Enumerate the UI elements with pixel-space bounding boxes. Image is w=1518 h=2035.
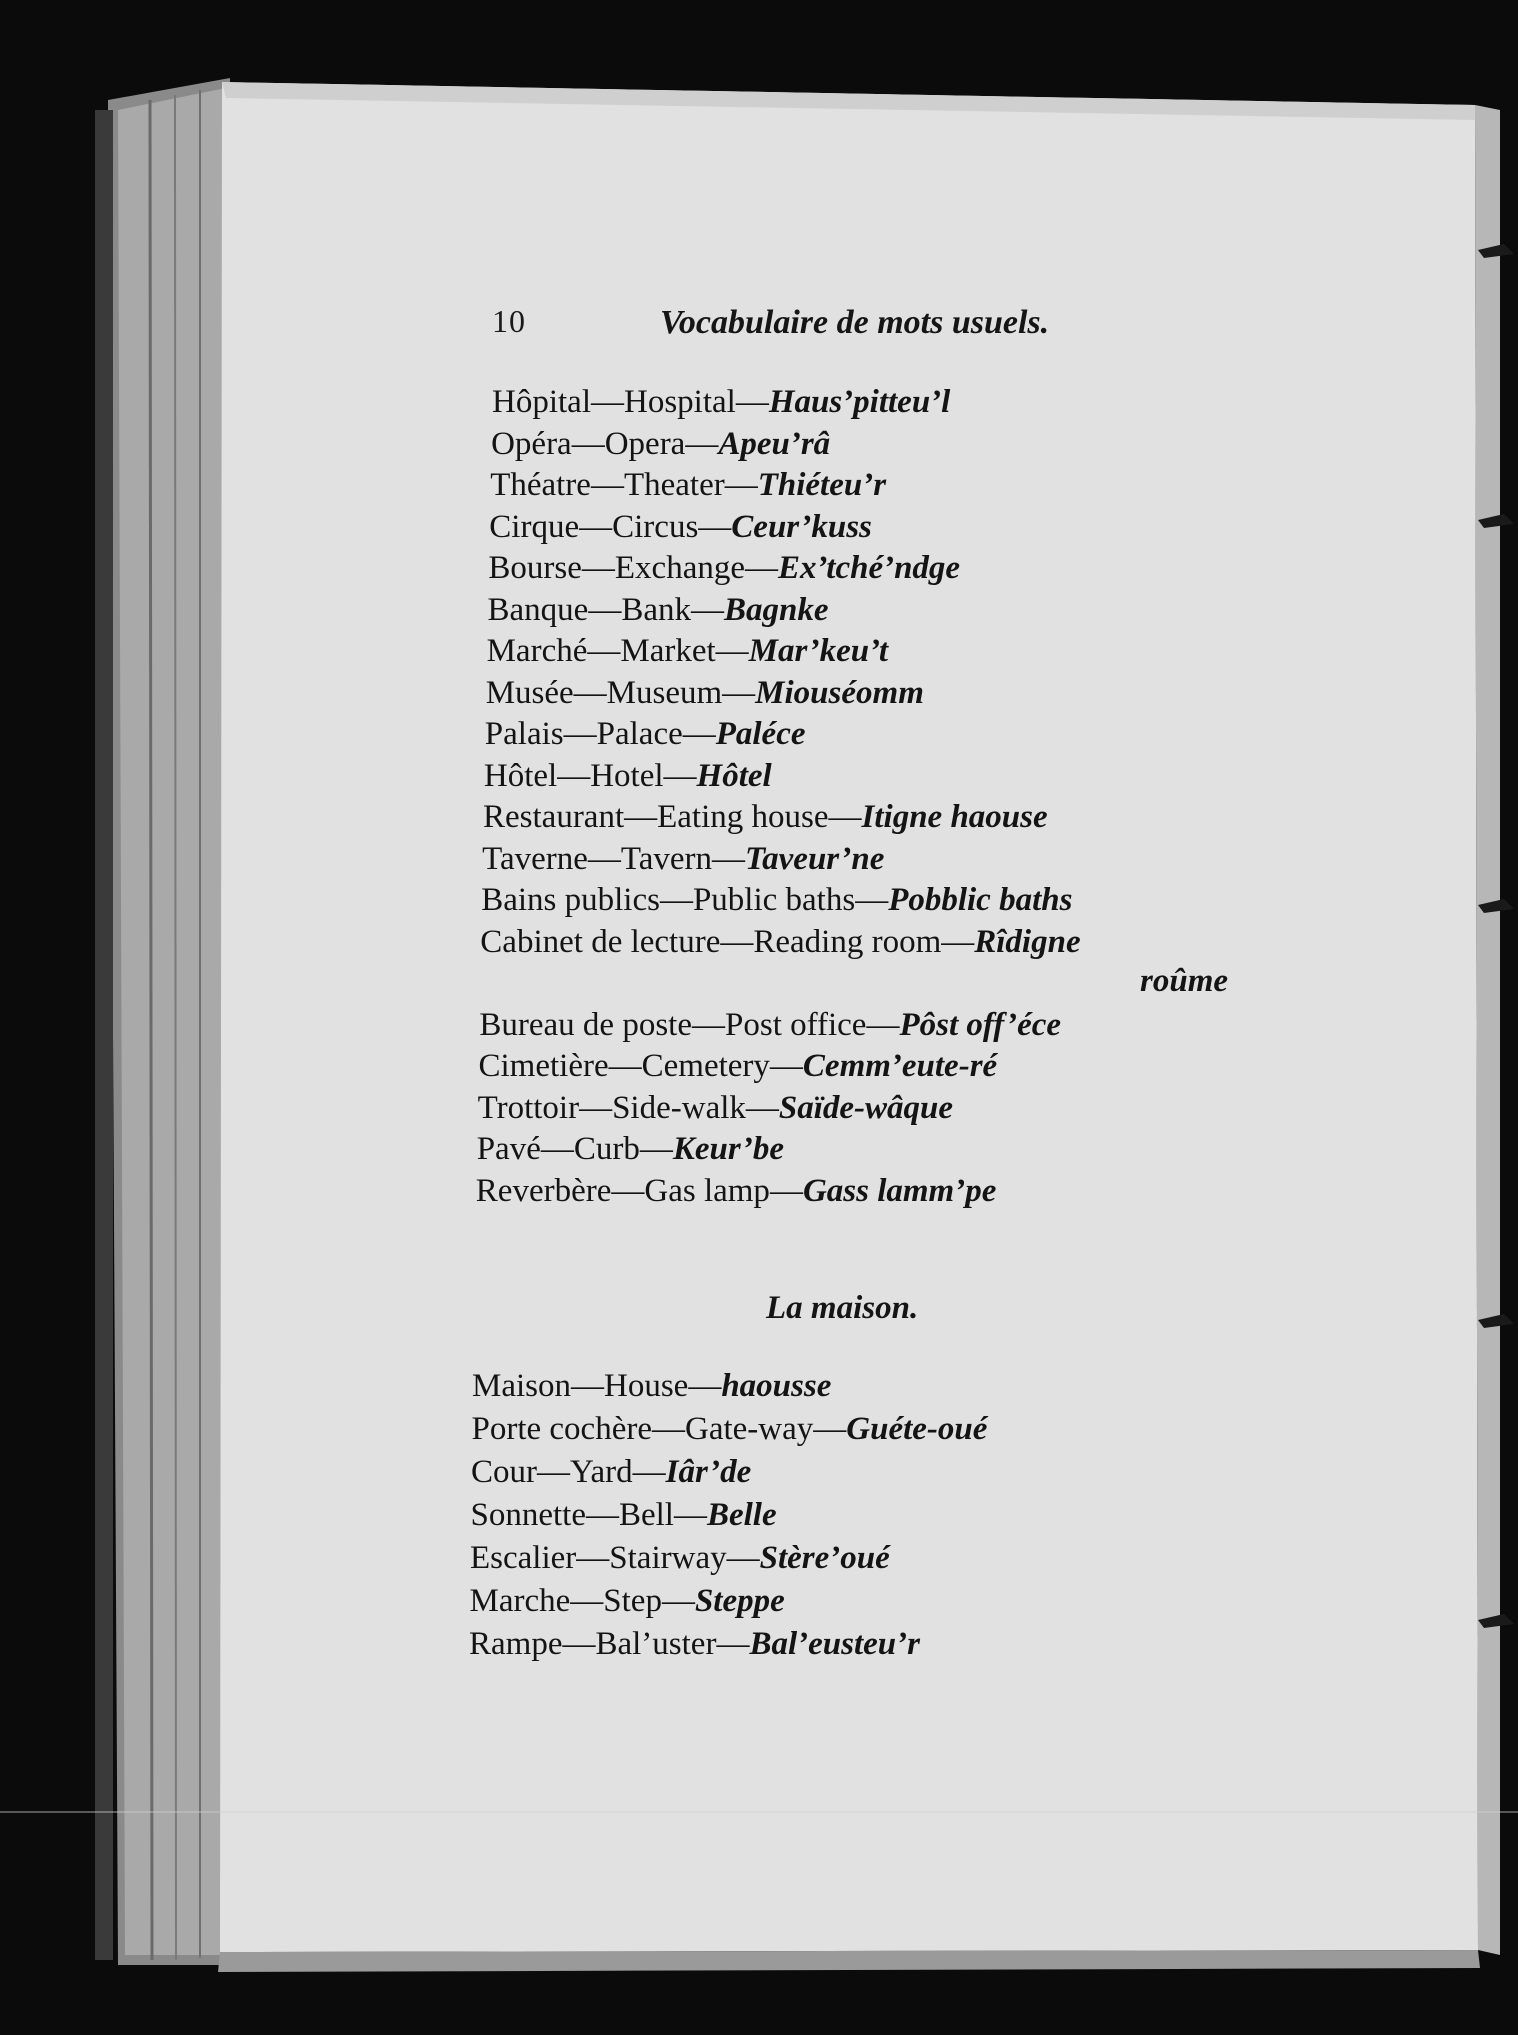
dash-separator: —: [682, 716, 716, 752]
english-word: Museum: [606, 674, 723, 711]
dash-separator: —: [581, 550, 615, 586]
french-word: Trottoir: [477, 1089, 580, 1126]
pronunciation: Mar’keu’t: [748, 633, 889, 669]
pronunciation: haousse: [721, 1368, 832, 1404]
english-word: Palace: [596, 716, 683, 752]
vocab-entry: [481, 880, 1072, 920]
dash-separator: —: [590, 384, 624, 420]
french-word: Cour: [471, 1454, 537, 1490]
dash-separator: —: [579, 1089, 613, 1126]
french-word: Bureau de poste: [479, 1006, 692, 1043]
vocab-entry: [469, 1624, 920, 1664]
french-word: Sonnette: [470, 1497, 586, 1533]
vocab-entry: [472, 1366, 831, 1406]
pronunciation: Itigne haouse: [861, 799, 1048, 835]
english-word: Hospital: [623, 384, 736, 420]
dash-separator: —: [585, 1497, 619, 1533]
dash-separator: —: [941, 923, 975, 960]
french-word: Porte cochère: [471, 1411, 652, 1447]
french-word: Rampe: [469, 1626, 563, 1662]
dash-separator: —: [722, 674, 756, 711]
dash-separator: —: [688, 1368, 722, 1404]
english-word: Yard: [570, 1454, 633, 1490]
pronunciation: Stère’oué: [759, 1540, 890, 1576]
dash-separator: —: [663, 757, 697, 794]
dash-separator: —: [855, 882, 889, 918]
dash-separator: —: [715, 633, 749, 669]
dash-separator: —: [576, 1540, 610, 1576]
french-word: Hôpital: [492, 384, 591, 420]
dash-separator: —: [639, 1131, 673, 1167]
dash-separator: —: [573, 674, 607, 711]
pronunciation: Saïde-wâque: [778, 1089, 954, 1126]
dash-separator: —: [813, 1411, 847, 1447]
vocab-entry: [479, 1046, 998, 1086]
pronunciation: Steppe: [694, 1583, 785, 1619]
vocab-entry: [470, 1538, 890, 1578]
vocab-entry: [471, 1495, 777, 1535]
dash-separator: —: [769, 1172, 803, 1209]
section-title: La maison.: [766, 1290, 919, 1326]
english-word: Bell: [618, 1497, 674, 1533]
french-word: Marché: [486, 633, 588, 669]
dash-separator: —: [540, 1131, 574, 1167]
french-word: Théatre: [490, 467, 591, 503]
vocab-entry: [489, 507, 872, 547]
english-word: Exchange: [614, 550, 745, 586]
dash-separator: —: [661, 1583, 695, 1619]
dash-separator: —: [726, 1540, 760, 1576]
vocab-entry: [491, 424, 830, 464]
dash-separator: —: [590, 467, 624, 503]
vocab-entry: [480, 922, 1080, 962]
dash-separator: —: [720, 923, 754, 960]
pronunciation: Cemm’eute-ré: [802, 1048, 998, 1084]
pronunciation: Pobblic baths: [888, 882, 1073, 918]
french-word: Escalier: [470, 1540, 577, 1576]
pronunciation: Guéte-oué: [846, 1411, 988, 1447]
dash-separator: —: [562, 1626, 596, 1662]
vocab-entry: [483, 797, 1048, 837]
english-word: Side-walk: [612, 1089, 746, 1126]
dash-separator: —: [716, 1626, 750, 1662]
vocab-entry: [482, 839, 884, 879]
english-word: Market: [620, 633, 716, 669]
english-word: Public baths: [692, 882, 856, 918]
pronunciation: Taveur’ne: [745, 840, 885, 877]
dash-separator: —: [673, 1497, 707, 1533]
english-word: Reading room: [753, 923, 942, 960]
english-word: Curb: [573, 1131, 640, 1167]
pronunciation: Iâr’de: [665, 1454, 752, 1490]
dash-separator: —: [724, 467, 758, 503]
dash-separator: —: [570, 1583, 604, 1619]
dash-separator: —: [611, 1172, 645, 1209]
dash-separator: —: [571, 1368, 604, 1404]
vocab-entry: [476, 1171, 997, 1211]
dash-separator: —: [866, 1006, 900, 1043]
dash-separator: —: [828, 799, 862, 835]
french-word: Palais: [484, 716, 564, 752]
english-word: Opera: [604, 425, 686, 462]
vocab-entry: [486, 673, 924, 713]
pronunciation: Keur’be: [672, 1131, 785, 1167]
pronunciation: Apeu’râ: [718, 425, 831, 462]
vocab-entry: [490, 465, 886, 505]
english-word: Circus: [612, 508, 699, 545]
dash-separator: —: [685, 425, 719, 462]
vocab-entry: [492, 382, 950, 422]
page-title: Vocabulaire de mots usuels.: [660, 304, 1050, 341]
pronunciation: Haus’pitteu’l: [768, 384, 951, 420]
dash-separator: —: [692, 1006, 725, 1043]
french-word: Musée: [485, 674, 574, 711]
french-word: Bourse: [488, 550, 582, 586]
vocab-entry: [471, 1452, 751, 1492]
english-word: Tavern: [620, 840, 713, 877]
dash-separator: —: [690, 591, 724, 628]
french-word: Banque: [487, 591, 589, 628]
french-word: Cirque: [489, 508, 580, 545]
dash-separator: —: [588, 591, 622, 628]
french-word: Taverne: [482, 840, 588, 877]
english-word: Theater: [623, 467, 725, 503]
dash-separator: —: [735, 384, 769, 420]
vocab-entry: [470, 1581, 785, 1621]
dash-separator: —: [745, 550, 778, 586]
dash-separator: —: [537, 1454, 570, 1490]
vocab-entry: [485, 714, 806, 754]
french-word: Opéra: [491, 425, 572, 462]
english-word: Eating house: [657, 799, 829, 835]
pronunciation: Belle: [706, 1497, 777, 1533]
french-word: Reverbère: [475, 1172, 612, 1209]
dash-separator: —: [563, 716, 597, 752]
dash-separator: —: [579, 508, 613, 545]
english-word: Cemetery: [641, 1048, 770, 1084]
dash-separator: —: [659, 882, 693, 918]
english-word: House: [604, 1368, 689, 1404]
dash-separator: —: [632, 1454, 666, 1490]
pronunciation-continuation: roûme: [1140, 963, 1229, 999]
english-word: Post office: [725, 1006, 867, 1043]
vocab-entry: [479, 1005, 1061, 1045]
french-word: Cabinet de lecture: [480, 923, 721, 960]
vocab-entry: [477, 1129, 784, 1169]
dash-separator: —: [698, 508, 732, 545]
pronunciation: Rîdigne: [974, 923, 1081, 960]
french-word: Pavé: [476, 1131, 541, 1167]
vocab-entry: [478, 1088, 953, 1128]
pronunciation: Miouséomm: [755, 674, 924, 711]
dash-separator: —: [557, 757, 591, 794]
english-word: Stairway: [609, 1540, 727, 1576]
pronunciation: Hôtel: [696, 757, 772, 794]
dash-separator: —: [712, 840, 746, 877]
dash-separator: —: [571, 425, 605, 462]
pronunciation: Ex’tché’ndge: [778, 550, 961, 586]
english-word: Gas lamp: [644, 1172, 770, 1209]
dash-separator: —: [769, 1048, 803, 1084]
dash-separator: —: [745, 1089, 779, 1126]
english-word: Bal’uster: [595, 1626, 717, 1662]
dash-separator: —: [608, 1048, 642, 1084]
vocab-entry: [487, 631, 888, 671]
page-number: 10: [492, 303, 526, 339]
dash-separator: —: [587, 633, 621, 669]
pronunciation: Gass lamm’pe: [802, 1172, 997, 1209]
english-word: Step: [603, 1583, 662, 1619]
pronunciation: Thiéteu’r: [757, 467, 887, 503]
pronunciation: Bagnke: [723, 591, 829, 628]
french-word: Bains publics: [481, 882, 660, 918]
english-word: Hotel: [590, 757, 664, 794]
english-word: Bank: [621, 591, 691, 628]
english-word: Gate-way: [685, 1411, 814, 1447]
french-word: Maison: [472, 1368, 571, 1404]
pronunciation: Paléce: [715, 716, 806, 752]
vocab-entry: [472, 1409, 988, 1449]
pronunciation: Ceur’kuss: [731, 508, 872, 545]
vocab-entry: [488, 590, 829, 630]
dash-separator: —: [652, 1411, 685, 1447]
vocab-entry: [484, 756, 772, 796]
pronunciation: Pôst off’éce: [899, 1006, 1062, 1043]
vocab-entry: [488, 548, 960, 588]
dash-separator: —: [624, 799, 658, 835]
pronunciation: Bal’eusteu’r: [749, 1626, 920, 1662]
french-word: Restaurant: [483, 799, 625, 835]
french-word: Marche: [469, 1583, 571, 1619]
french-word: Hôtel: [483, 757, 558, 794]
french-word: Cimetière: [478, 1048, 609, 1084]
dash-separator: —: [587, 840, 621, 877]
